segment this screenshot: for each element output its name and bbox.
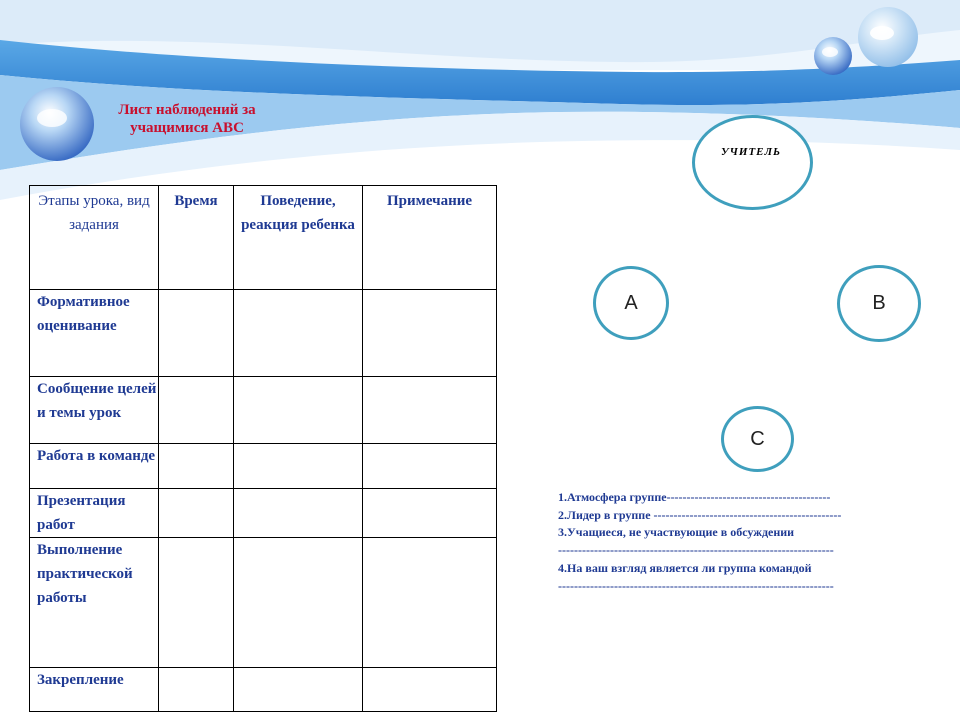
cell[interactable] — [363, 377, 497, 444]
answer-line-4: --------------------------------------------------------------------- — [558, 578, 834, 593]
question-1: 1.Атмосфера группе----------------------------------------- — [558, 490, 831, 504]
row-consolidation: Закрепление — [30, 668, 159, 712]
cell[interactable] — [159, 668, 234, 712]
cell[interactable] — [363, 668, 497, 712]
table-header-row — [30, 186, 497, 290]
table-row — [30, 668, 497, 712]
question-2: 2.Лидер в группе ----------------------------------------------- — [558, 507, 842, 522]
table-row — [30, 290, 497, 377]
cell[interactable] — [234, 538, 363, 668]
page-title: Лист наблюдений за учащимися ABC — [118, 102, 256, 136]
header-behavior: Поведение, реакция ребенка — [234, 186, 363, 290]
group-b-circle — [837, 265, 921, 342]
question-3: 3.Учащиеся, не участвующие в обсуждении — [558, 525, 795, 540]
group-a-label: A — [624, 291, 638, 314]
row-practical: Выполнение практической работы — [30, 538, 159, 668]
row-teamwork: Работа в команде — [30, 444, 159, 489]
header-stage: Этапы урока, вид задания — [30, 186, 159, 290]
answer-line-3: --------------------------------------------------------------------- — [558, 543, 834, 558]
questions-list — [558, 489, 913, 595]
table-row — [30, 377, 497, 444]
question-4: 4.На ваш взгляд является ли группа командой — [558, 560, 812, 575]
cell[interactable] — [159, 444, 234, 489]
cell[interactable] — [363, 444, 497, 489]
header-note: Примечание — [363, 186, 497, 290]
group-c-circle — [721, 406, 794, 472]
cell[interactable] — [234, 668, 363, 712]
cell[interactable] — [234, 377, 363, 444]
row-presentation: Презентация работ — [30, 489, 159, 538]
group-a-circle — [593, 266, 669, 340]
cell[interactable] — [159, 489, 234, 538]
table-row — [30, 538, 497, 668]
header-time: Время — [159, 186, 234, 290]
cell[interactable] — [363, 538, 497, 668]
table-row — [30, 444, 497, 489]
cell[interactable] — [363, 290, 497, 377]
group-b-label: B — [872, 292, 886, 314]
cell[interactable] — [159, 538, 234, 668]
teacher-label: УЧИТЕЛЬ — [721, 146, 782, 158]
group-c-label: C — [750, 427, 765, 450]
cell[interactable] — [159, 377, 234, 444]
row-formative: Формативное оценивание — [30, 290, 159, 377]
teacher-circle — [692, 115, 813, 210]
cell[interactable] — [234, 489, 363, 538]
observation-table — [29, 185, 497, 712]
cell[interactable] — [159, 290, 234, 377]
row-goals: Сообщение целей и темы урок — [30, 377, 159, 444]
table-row — [30, 489, 497, 538]
cell[interactable] — [234, 290, 363, 377]
cell[interactable] — [234, 444, 363, 489]
cell[interactable] — [363, 489, 497, 538]
